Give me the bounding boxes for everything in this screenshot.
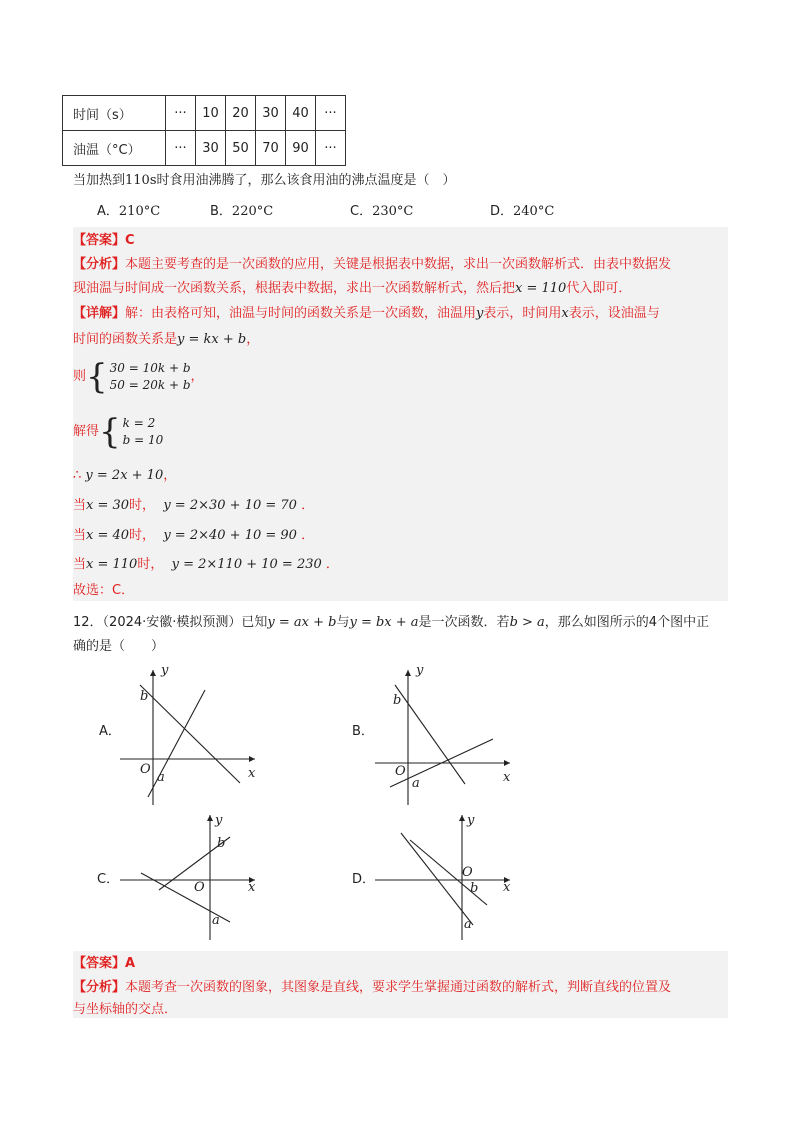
table-cell: 40 [286, 96, 316, 131]
y-axis-arrow-icon [207, 815, 213, 821]
choose-line-q11: 故选：C． [73, 583, 135, 598]
graph-label-d: D． [352, 872, 376, 887]
x-axis-label: x [248, 766, 256, 781]
y-axis-arrow-icon [405, 670, 411, 676]
intercept-label-b: b [470, 881, 479, 896]
x-axis-label: x [503, 880, 511, 895]
intercept-label-b: b [140, 689, 149, 704]
x-axis-arrow-icon [504, 760, 510, 766]
intercept-label-a: a [464, 917, 472, 932]
q11-option-c: C．230°C [350, 204, 414, 219]
answer-line-q11: 【答案】C [73, 233, 135, 248]
analysis-line-q11-1: 【分析】本题主要考查的是一次函数的应用，关键是根据表中数据，求出一次函数解析式．由表中数据发 [73, 257, 672, 272]
analysis-line-q11-2: 现油温与时间成一次函数关系，根据表中数据，求出一次函数解析式，然后把x = 110代入即可． [73, 281, 632, 296]
equation-system-2: 解得{ k = 2 b = 10 [73, 412, 164, 452]
graph-a [110, 660, 270, 805]
y-axis-label: y [215, 813, 223, 828]
table-cell: ··· [316, 96, 346, 131]
table-cell: ··· [316, 131, 346, 166]
y-axis-label: y [467, 813, 475, 828]
graph-label-b: B． [352, 724, 374, 739]
y-axis-label: y [161, 663, 169, 678]
table-cell: 10 [196, 96, 226, 131]
table-cell: ··· [166, 96, 196, 131]
analysis-line-q12-1: 【分析】本题考查一次函数的图象，其图象是直线，要求学生掌握通过函数的解析式，判断直线的位置及 [73, 980, 672, 995]
graph-label-c: C． [97, 872, 120, 887]
x-axis-arrow-icon [249, 756, 255, 762]
origin-label: O [395, 764, 406, 779]
table-header-time: 时间（s） [63, 96, 166, 131]
table-cell: ··· [166, 131, 196, 166]
case-line-3: 当x = 110时， y = 2×110 + 10 = 230 ． [73, 557, 339, 572]
graph-b [365, 660, 525, 805]
table-row [63, 96, 346, 131]
intercept-label-a: a [157, 770, 165, 785]
origin-label: O [194, 880, 205, 895]
x-axis-label: x [503, 770, 511, 785]
q12-stem-line-2: 确的是（ ） [73, 639, 165, 654]
line-decreasing [140, 685, 240, 783]
intercept-label-a: a [212, 913, 220, 928]
q11-stem: 当加热到110s时食用油沸腾了，那么该食用油的沸点温度是（ ） [73, 173, 456, 188]
detail-line-q11-1: 【详解】解：由表格可知，油温与时间的函数关系是一次函数，油温用y表示，时间用x表示，设油温与 [73, 306, 660, 321]
analysis-line-q12-2: 与坐标轴的交点． [73, 1002, 178, 1017]
q11-option-d: D．240°C [490, 204, 555, 219]
table-header-temp: 油温（°C） [63, 131, 166, 166]
table-cell: 20 [226, 96, 256, 131]
origin-label: O [140, 762, 151, 777]
origin-label: O [462, 865, 473, 880]
left-brace: { [86, 357, 108, 397]
q11-option-a: A．210°C [97, 204, 161, 219]
case-line-2: 当x = 40时， y = 2×40 + 10 = 90 ． [73, 528, 315, 543]
table-cell: 70 [256, 131, 286, 166]
q12-stem-line-1: 12．（2024·安徽·模拟预测）已知y = ax + b与y = bx + a是一次函数．若b > a，那么如图所示的4个图中正 [73, 615, 710, 630]
table-cell: 30 [256, 96, 286, 131]
x-axis-label: x [248, 880, 256, 895]
answer-line-q12: 【答案】A [73, 956, 136, 971]
equation-system-1: 则{ 30 = 10k + b 50 = 20k + b ， [73, 357, 204, 397]
case-line-1: 当x = 30时， y = 2×30 + 10 = 70 ． [73, 498, 315, 513]
y-axis-arrow-icon [459, 815, 465, 821]
table-row [63, 131, 346, 166]
table-cell: 30 [196, 131, 226, 166]
graph-d [370, 810, 530, 945]
intercept-label-b: b [217, 836, 226, 851]
detail-line-q11-2: 时间的函数关系是y = kx + b， [73, 332, 260, 347]
function-result: ∴ y = 2x + 10， [73, 468, 177, 483]
table-cell: 50 [226, 131, 256, 166]
q11-option-b: B．220°C [210, 204, 274, 219]
left-brace: { [99, 412, 121, 452]
y-axis-arrow-icon [150, 670, 156, 676]
graph-c [115, 810, 275, 945]
graph-label-a: A． [99, 724, 121, 739]
y-axis-label: y [416, 663, 424, 678]
table-cell: 90 [286, 131, 316, 166]
intercept-label-b: b [393, 693, 402, 708]
data-table [62, 95, 346, 166]
intercept-label-a: a [412, 776, 420, 791]
